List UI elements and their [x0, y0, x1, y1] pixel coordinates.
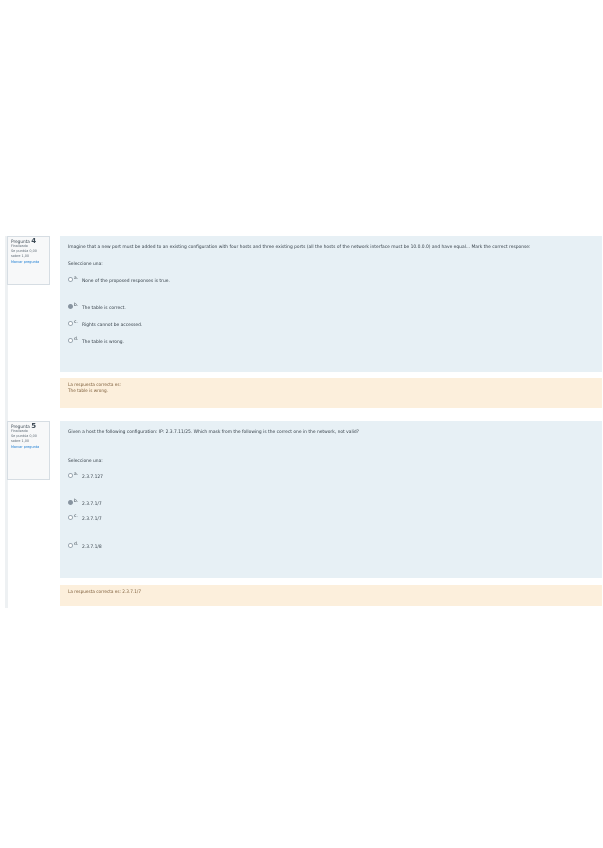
question-number: Pregunta 5: [11, 422, 37, 430]
question-content-4: Imagine that a new port must be added to an existing configuration with four hosts and three existing ports (all the hosts of the network interface must be 10.0.0.0) and have equal... Mark the correct response: Seleccione una: a. None of the proposed responses is true. b. The table is correct. c. Rights cannot be accessed. d. The table is wrong.: [60, 236, 602, 372]
correct-answer: The table is wrong.: [68, 388, 108, 393]
question-text: Given a host the following configuration: IP: 2.3.7.11/25. Which mask from the following is the correct one in the network, not valid?: [68, 430, 359, 435]
option-text: None of the proposed responses is true.: [82, 279, 170, 284]
radio-button-selected[interactable]: [68, 500, 73, 505]
option-text: 2.3.7.1/7: [82, 502, 102, 507]
radio-button[interactable]: [68, 277, 73, 282]
question-score: Se puntúa 0,00 sobre 1,00: [11, 249, 37, 258]
radio-button[interactable]: [68, 473, 73, 478]
flag-question-link[interactable]: Marcar pregunta: [11, 260, 40, 264]
question-status: Finalizado: [11, 429, 28, 433]
option-text: Rights cannot be accessed.: [82, 323, 143, 328]
question-text: Imagine that a new port must be added to an existing configuration with four hosts and three existing ports (all the hosts of the network interface must be 10.0.0.0) and have equal... Mark the correct response:: [68, 245, 531, 250]
question-info-5: [7, 421, 50, 480]
option-text: The table is wrong.: [82, 340, 124, 345]
flag-question-link[interactable]: Marcar pregunta: [11, 445, 40, 449]
question-info-4: [7, 236, 50, 285]
select-one-label: Seleccione una:: [68, 262, 103, 267]
radio-button-selected[interactable]: [68, 304, 73, 309]
option-text: 2.3.7.1/8: [82, 545, 102, 550]
radio-button[interactable]: [68, 338, 73, 343]
feedback-box-5: [60, 585, 602, 606]
option-text: 2.3.7.1/7: [82, 517, 102, 522]
feedback-box-4: [60, 378, 602, 408]
question-status: Finalizado: [11, 244, 28, 248]
question-content-5: Given a host the following configuration: IP: 2.3.7.11/25. Which mask from the following is the correct one in the network, not valid? Seleccione una: a. 2.3.7.127 b. 2.3.7.1/7 c. 2.3.7.1/7 d. 2.3.7.1/8: [60, 421, 602, 578]
feedback-label: La respuesta correcta es:: [68, 382, 121, 387]
radio-button[interactable]: [68, 321, 73, 326]
option-text: The table is correct.: [82, 306, 126, 311]
radio-button[interactable]: [68, 543, 73, 548]
select-one-label: Seleccione una:: [68, 459, 103, 464]
question-score: Se puntúa 0,00 sobre 1,00: [11, 434, 37, 443]
option-text: 2.3.7.127: [82, 475, 103, 480]
question-number: Pregunta 4: [11, 237, 37, 245]
correct-answer: La respuesta correcta es: 2.3.7.1/7: [68, 589, 142, 594]
radio-button[interactable]: [68, 515, 73, 520]
